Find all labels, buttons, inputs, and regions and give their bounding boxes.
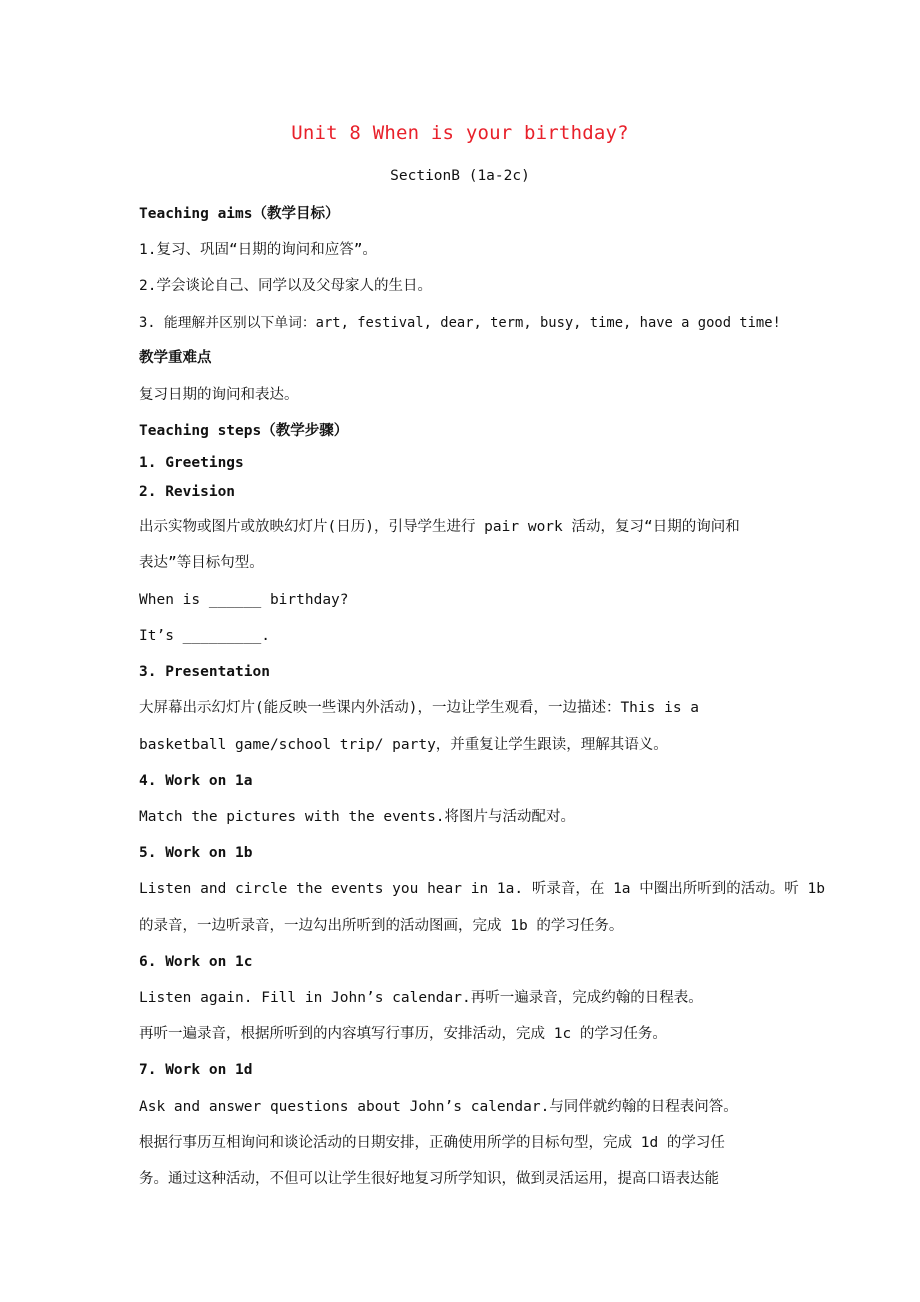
page-title: Unit 8 When is your birthday? <box>291 122 629 144</box>
step-2-answer: It’s _________. <box>139 628 270 644</box>
section-subtitle: SectionB (1a-2c) <box>390 168 530 184</box>
step-4-paragraph: Match the pictures with the events.将图片与活动配对。 <box>139 809 576 825</box>
step-1-heading: 1. Greetings <box>139 455 244 471</box>
aim-item-2: 2.学会谈论自己、同学以及父母家人的生日。 <box>139 278 432 294</box>
keypoints-heading: 教学重难点 <box>139 350 212 366</box>
step-5-paragraph-line-1: Listen and circle the events you hear in 1a. 听录音，在 1a 中圈出所听到的活动。听 1b <box>139 881 825 897</box>
step-6-paragraph-line-2: 再听一遍录音，根据所听到的内容填写行事历，安排活动，完成 1c 的学习任务。 <box>139 1026 667 1042</box>
step-2-heading: 2. Revision <box>139 484 236 500</box>
step-3-paragraph-line-2: basketball game/school trip/ party，并重复让学生跟读，理解其语义。 <box>139 737 668 753</box>
step-3-heading: 3. Presentation <box>139 664 270 680</box>
step-7-paragraph-line-1: Ask and answer questions about John’s calendar.与同伴就约翰的日程表问答。 <box>139 1099 738 1115</box>
step-7-paragraph-line-2: 根据行事历互相询问和谈论活动的日期安排，正确使用所学的目标句型，完成 1d 的学习任 <box>139 1135 725 1151</box>
aim-item-1: 1.复习、巩固“日期的询问和应答”。 <box>139 242 377 258</box>
step-6-paragraph-line-1: Listen again. Fill in John’s calendar.再听一遍录音，完成约翰的日程表。 <box>139 990 703 1006</box>
aims-heading: Teaching aims（教学目标） <box>139 206 340 222</box>
step-5-heading: 5. Work on 1b <box>139 845 253 861</box>
step-2-question: When is ______ birthday? <box>139 592 349 608</box>
aim-item-3: 3. 能理解并区别以下单词：art, festival, dear, term, busy, time, have a good time! <box>139 315 781 331</box>
step-7-paragraph-line-3: 务。通过这种活动，不但可以让学生很好地复习所学知识，做到灵活运用，提高口语表达能 <box>139 1171 719 1187</box>
step-7-heading: 7. Work on 1d <box>139 1062 253 1078</box>
step-2-paragraph-line-1: 出示实物或图片或放映幻灯片(日历)，引导学生进行 pair work 活动，复习“日期的询问和 <box>139 519 740 535</box>
step-5-paragraph-line-2: 的录音，一边听录音，一边勾出所听到的活动图画，完成 1b 的学习任务。 <box>139 918 624 934</box>
step-4-heading: 4. Work on 1a <box>139 773 253 789</box>
step-6-heading: 6. Work on 1c <box>139 954 253 970</box>
steps-heading: Teaching steps（教学步骤） <box>139 423 349 439</box>
step-3-paragraph-line-1: 大屏幕出示幻灯片(能反映一些课内外活动)，一边让学生观看，一边描述：This is a <box>139 700 700 716</box>
keypoints-text: 复习日期的询问和表达。 <box>139 387 299 403</box>
step-2-paragraph-line-2: 表达”等目标句型。 <box>139 555 264 571</box>
